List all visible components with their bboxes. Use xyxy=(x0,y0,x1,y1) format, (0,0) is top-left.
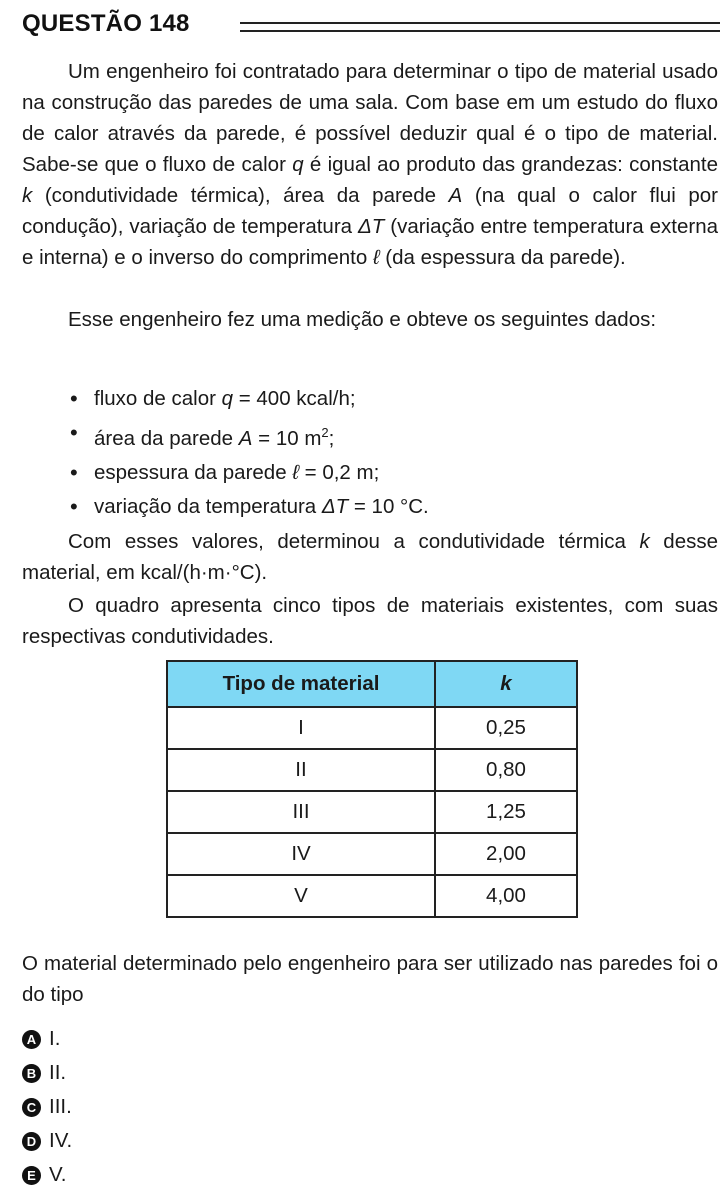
option-letter-badge: E xyxy=(22,1166,41,1185)
p1-text-b: é igual ao produto das grandezas: constante xyxy=(303,153,719,176)
table-cell-type: II xyxy=(167,749,435,791)
bullet-wall-thickness: • espessura da parede ℓ = 0,2 m; xyxy=(70,456,670,490)
table-row xyxy=(167,833,577,875)
table-cell-type: V xyxy=(167,875,435,917)
option-a[interactable] xyxy=(22,1022,422,1056)
var-l: ℓ xyxy=(372,246,380,269)
option-text: I. xyxy=(49,1027,61,1050)
table-row xyxy=(167,749,577,791)
table-row xyxy=(167,875,577,917)
p1-text-a: Um engenheiro foi contratado para determinar o tipo de material usado na construção das paredes de uma sala. Com base em um estudo do fluxo de calor através da parede, é possível deduzir qual é o tipo de material. Sabe-se que o fluxo de calor xyxy=(22,60,718,176)
bullet-heat-flux: • fluxo de calor q = 400 kcal/h; xyxy=(70,382,670,416)
p1-text-c: (condutividade térmica), área da parede xyxy=(32,184,449,207)
option-text: IV. xyxy=(49,1129,73,1152)
option-letter-badge: C xyxy=(22,1098,41,1117)
bullet-wall-area: • área da parede A = 10 $m^2$; xyxy=(70,416,670,456)
option-letter-badge: A xyxy=(22,1030,41,1049)
table-cell-k: 0,80 xyxy=(435,749,577,791)
option-e[interactable] xyxy=(22,1158,422,1192)
option-letter-badge: D xyxy=(22,1132,41,1151)
data-bullet-list xyxy=(70,382,670,524)
table-cell-type: I xyxy=(167,707,435,749)
table-cell-k: 4,00 xyxy=(435,875,577,917)
materials-table xyxy=(166,660,578,918)
table-cell-k: 1,25 xyxy=(435,791,577,833)
statement-paragraph-2: Esse engenheiro fez uma medição e obteve os seguintes dados: xyxy=(68,308,657,331)
question-title: QUESTÃO 148 xyxy=(22,10,190,37)
var-k-2: k xyxy=(639,530,650,553)
table-header-row xyxy=(167,661,577,707)
var-q: q xyxy=(292,153,304,176)
option-c[interactable] xyxy=(22,1090,422,1124)
table-cell-type: IV xyxy=(167,833,435,875)
p1-text-e: (variação entre temperatura externa e interna) e o inverso do comprimento xyxy=(22,215,718,269)
table-header-material: Tipo de material xyxy=(167,661,435,707)
table-row xyxy=(167,707,577,749)
option-b[interactable] xyxy=(22,1056,422,1090)
question-header xyxy=(22,8,720,44)
table-cell-k: 0,25 xyxy=(435,707,577,749)
table-header-k: k xyxy=(435,661,577,707)
table-row xyxy=(167,791,577,833)
statement-paragraph-3: Com esses valores, determinou a condutividade térmica k desse material, em kcal/(h·m·°C). xyxy=(22,530,718,584)
p1-text-d: (na qual o calor flui por condução), variação de temperatura xyxy=(22,184,719,238)
option-text: V. xyxy=(49,1163,67,1186)
table-cell-type: III xyxy=(167,791,435,833)
var-delta-t: ΔT xyxy=(358,215,385,238)
statement-paragraph-4: O quadro apresenta cinco tipos de materiais existentes, com suas respectivas condutividades. xyxy=(22,594,718,648)
p1-text-f: (da espessura da parede). xyxy=(379,246,626,269)
option-text: II. xyxy=(49,1061,67,1084)
question-prompt: O material determinado pelo engenheiro para ser utilizado nas paredes foi o do tipo xyxy=(22,952,718,1006)
var-k: k xyxy=(22,184,33,207)
header-double-rule xyxy=(240,22,720,32)
var-A: A xyxy=(448,184,463,207)
bullet-temperature-variation: • variação da temperatura ΔT = 10 °C. xyxy=(70,490,670,524)
statement-paragraph-1 xyxy=(22,56,718,273)
answer-options xyxy=(22,1022,422,1192)
option-text: III. xyxy=(49,1095,72,1118)
table-cell-k: 2,00 xyxy=(435,833,577,875)
option-d[interactable] xyxy=(22,1124,422,1158)
option-letter-badge: B xyxy=(22,1064,41,1083)
